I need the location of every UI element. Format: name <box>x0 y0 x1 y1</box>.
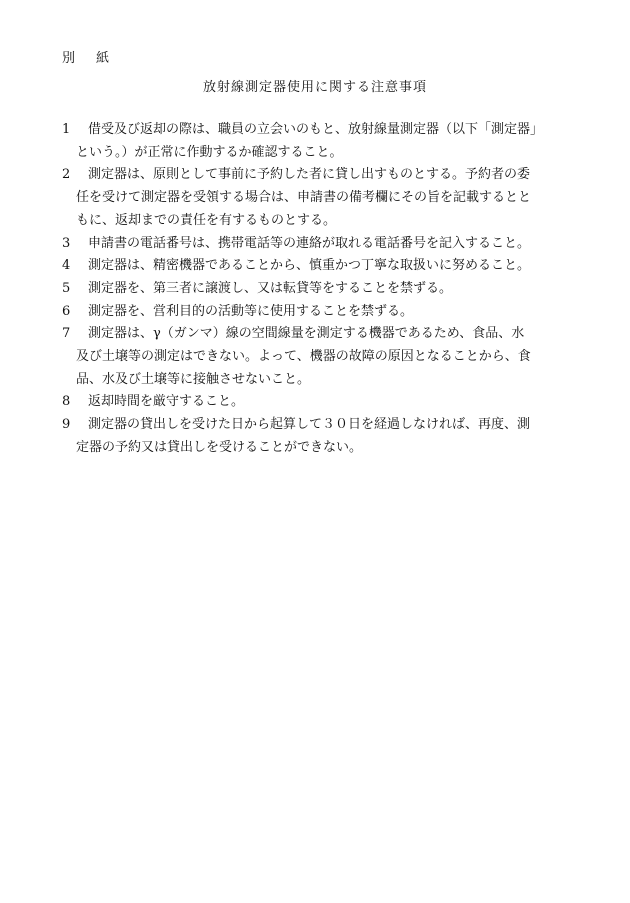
note-number: 2 <box>62 167 71 183</box>
note-text-line: 申請書の電話番号は、携帯電話等の連絡が取れる電話番号を記入すること。 <box>88 235 531 251</box>
document-title: 放射線測定器使用に関する注意事項 <box>202 80 427 95</box>
note-text-line: 測定器は、原則として事前に予約した者に貸し出すものとする。予約者の委 <box>88 167 531 183</box>
note-text-line: 測定器は、精密機器であることから、慎重かつ丁寧な取扱いに努めること。 <box>88 258 531 274</box>
note-text-line: 返却時間を厳守すること。 <box>88 394 245 410</box>
note-text-line: 定器の予約又は貸出しを受けることができない。 <box>76 439 363 455</box>
note-text-line: 測定器は、γ（ガンマ）線の空間線量を測定する機器であるため、食品、水 <box>88 326 525 342</box>
note-number: 6 <box>62 303 71 319</box>
note-item <box>62 233 582 256</box>
note-text-line: 及び土壌等の測定はできない。よって、機器の故障の原因となることから、食 <box>76 349 531 365</box>
note-text-line: 測定器を、第三者に譲渡し、又は転貸等をすることを禁ずる。 <box>88 280 453 296</box>
annex-label: 別 紙 <box>62 51 114 66</box>
note-item <box>62 391 582 414</box>
note-text-line: 品、水及び土壌等に接触させないこと。 <box>76 371 311 387</box>
note-item <box>62 414 582 459</box>
note-text-line: 測定器の貸出しを受けた日から起算して３０日を経過しなければ、再度、測 <box>88 417 531 433</box>
note-text-line: 任を受けて測定器を受領する場合は、申請書の備考欄にその旨を記載するとと <box>76 190 532 206</box>
notes-list <box>62 119 582 460</box>
note-item <box>62 301 582 324</box>
note-number: 5 <box>62 280 71 296</box>
note-number: 4 <box>62 258 71 274</box>
note-item <box>62 119 582 164</box>
note-item <box>62 278 582 301</box>
note-item <box>62 255 582 278</box>
note-number: 8 <box>62 394 71 410</box>
note-text-line: 測定器を、営利目的の活動等に使用することを禁ずる。 <box>88 303 414 319</box>
note-number: 3 <box>62 235 71 251</box>
note-text-line: もに、返却までの責任を有するものとする。 <box>76 212 337 228</box>
note-text-line: 借受及び返却の際は、職員の立会いのもと、放射線量測定器（以下「測定器」 <box>88 122 544 137</box>
note-item <box>62 164 582 232</box>
note-number: 7 <box>62 326 71 342</box>
note-number: 1 <box>62 122 71 137</box>
note-text-line: という。）が正常に作動するか確認すること。 <box>76 144 343 160</box>
note-item <box>62 323 582 391</box>
note-number: 9 <box>62 417 71 433</box>
